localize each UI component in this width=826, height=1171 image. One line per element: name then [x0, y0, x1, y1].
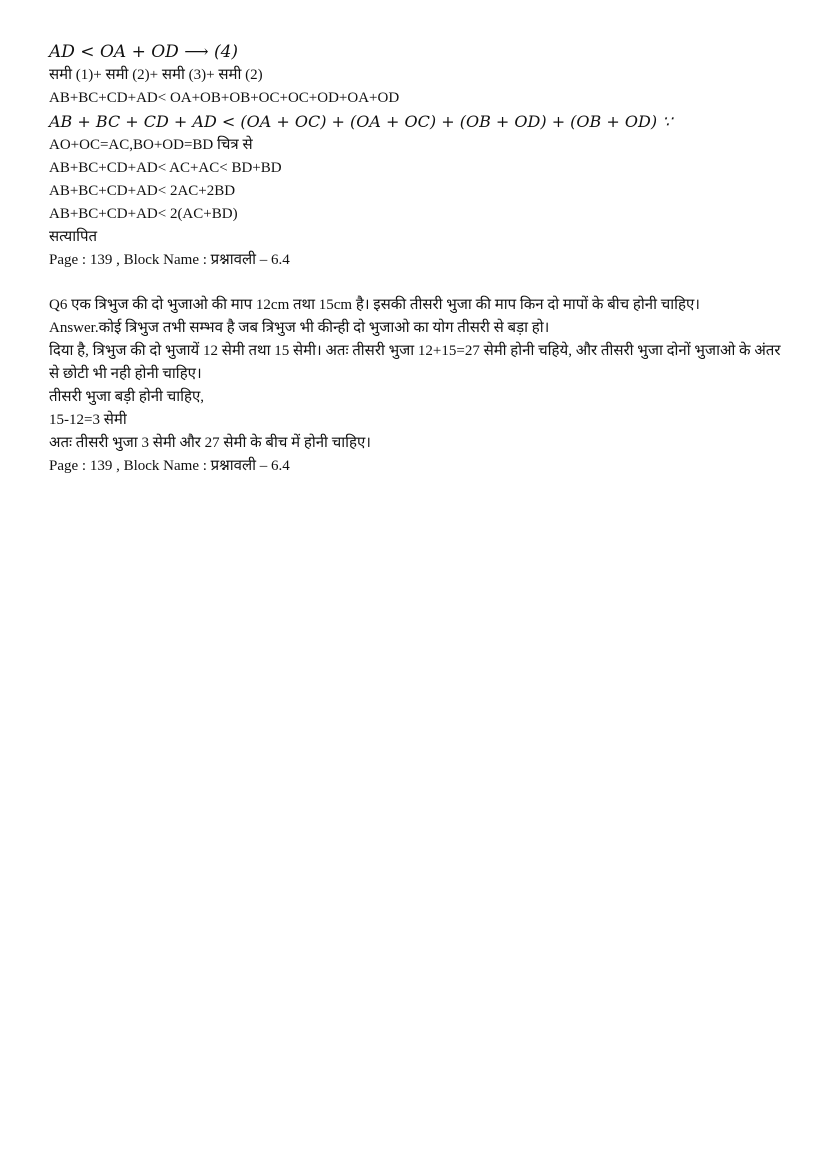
sum-equations-line: समी (1)+ समी (2)+ समी (3)+ समी (2) — [49, 67, 263, 83]
math-inequality-grouped: AB + BC + CD + AD < (OA + OC) + (OA + OC) + (OB + OD) + (OB + OD) ∵ — [49, 112, 673, 131]
section-gap — [49, 272, 789, 294]
inequality-doubled: AB+BC+CD+AD< 2AC+2BD — [49, 183, 236, 199]
document-page — [49, 40, 789, 478]
answer-text: Answer.कोई त्रिभुज तभी सम्भव है जब त्रिभुज भी कीन्ही दो भुजाओ का योग तीसरी से बड़ा हो। — [49, 320, 550, 336]
inequality-expanded: AB+BC+CD+AD< OA+OB+OB+OC+OC+OD+OA+OD — [49, 90, 400, 106]
conclusion-text: अतः तीसरी भुजा 3 सेमी और 27 सेमी के बीच में होनी चाहिए। — [49, 435, 371, 451]
given-text: दिया है, त्रिभुज की दो भुजायें 12 सेमी तथा 15 सेमी। अतः तीसरी भुजा 12+15=27 सेमी होनी चहिये, और तीसरी भुजा दोनों भुजाओ के अंतर से छोटी भी नही होनी चाहिए। — [49, 343, 781, 382]
diagonal-identity: AO+OC=AC,BO+OD=BD चित्र से — [49, 137, 253, 153]
inequality-final: AB+BC+CD+AD< 2(AC+BD) — [49, 206, 238, 222]
page-reference-2: Page : 139 , Block Name : प्रश्नावली – 6.4 — [49, 458, 290, 474]
question-text: Q6 एक त्रिभुज की दो भुजाओ की माप 12cm तथा 15cm है। इसकी तीसरी भुजा की माप किन दो मापों के बीच होनी चाहिए। — [49, 297, 700, 313]
math-inequality-4: AD < OA + OD ⟶ (4) — [49, 42, 239, 62]
verified-text: सत्यापित — [49, 229, 98, 245]
page-reference: Page : 139 , Block Name : प्रश्नावली – 6.4 — [49, 252, 290, 268]
difference-calculation: 15-12=3 सेमी — [49, 412, 127, 428]
inequality-diagonals: AB+BC+CD+AD< AC+AC< BD+BD — [49, 160, 282, 176]
third-side-statement: तीसरी भुजा बड़ी होनी चाहिए, — [49, 389, 204, 405]
